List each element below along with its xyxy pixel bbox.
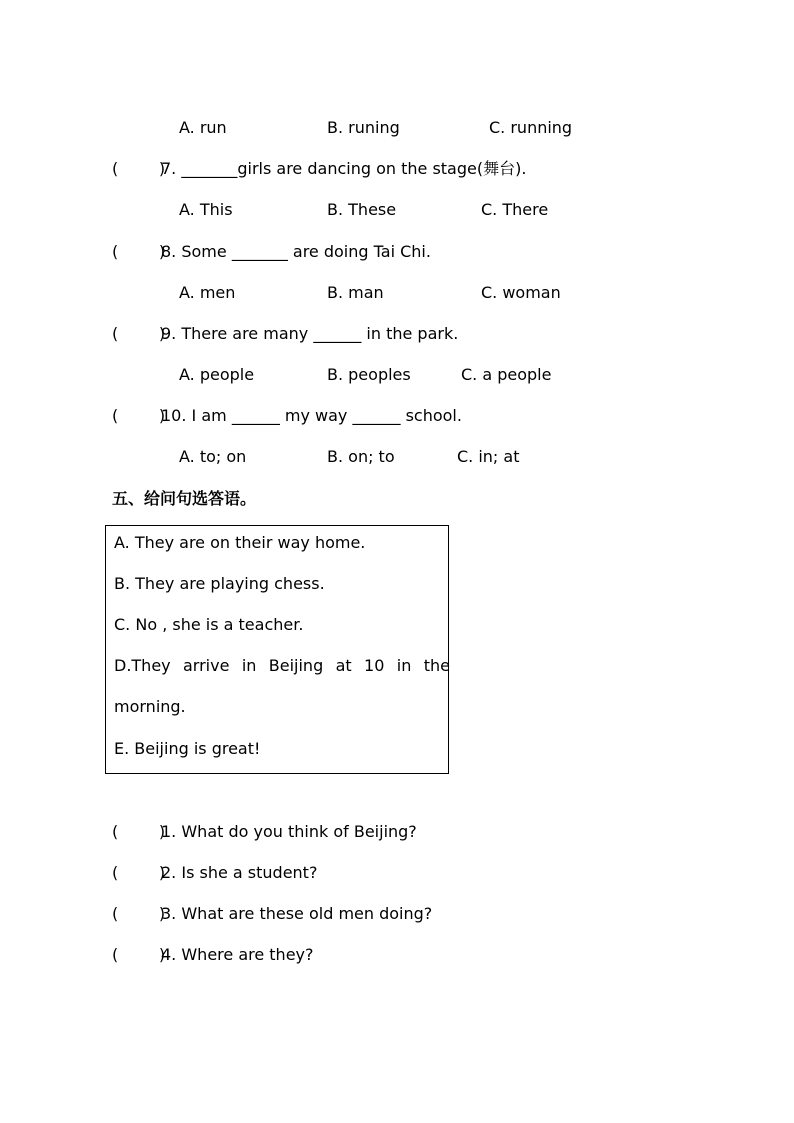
q8-option-c: C. woman (481, 283, 561, 302)
q10-answer-blank[interactable]: ( ) (112, 406, 166, 425)
q10-option-c: C. in; at (457, 447, 520, 466)
q6-option-a: A. run (179, 118, 227, 137)
q9-answer-blank[interactable]: ( ) (112, 324, 166, 343)
s5-q2-answer-blank[interactable]: ( ) (112, 863, 166, 882)
q10-option-a: A. to; on (179, 447, 247, 466)
q6-option-c: C. running (489, 118, 573, 137)
q9-stem: 9. There are many ______ in the park. (161, 324, 459, 343)
s5-q2-text: 2. Is she a student? (161, 863, 318, 882)
s5-q4-answer-blank[interactable]: ( ) (112, 945, 166, 964)
q8-answer-blank[interactable]: ( ) (112, 242, 166, 261)
section5-heading: 五、给问句选答语。 (112, 489, 257, 508)
answer-choice-b: B. They are playing chess. (114, 574, 325, 593)
q8-stem: 8. Some _______ are doing Tai Chi. (161, 242, 431, 261)
q7-stem: 7. _______girls are dancing on the stage(舞台). (161, 159, 527, 178)
q9-option-a: A. people (179, 365, 255, 384)
q7-option-c: C. There (481, 200, 549, 219)
q8-option-b: B. man (327, 283, 384, 302)
q6-option-b: B. runing (327, 118, 400, 137)
answer-choice-e: E. Beijing is great! (114, 739, 261, 758)
q7-answer-blank[interactable]: ( ) (112, 159, 166, 178)
s5-q3-answer-blank[interactable]: ( ) (112, 904, 166, 923)
answer-choices-box (105, 525, 449, 774)
s5-q3-text: 3. What are these old men doing? (161, 904, 433, 923)
q7-option-b: B. These (327, 200, 397, 219)
s5-q1-text: 1. What do you think of Beijing? (161, 822, 417, 841)
answer-choice-a: A. They are on their way home. (114, 533, 366, 552)
q10-option-b: B. on; to (327, 447, 395, 466)
answer-choice-c: C. No , she is a teacher. (114, 615, 304, 634)
q9-option-c: C. a people (461, 365, 552, 384)
q10-stem: 10. I am ______ my way ______ school. (161, 406, 462, 425)
answer-choice-d-continued: morning. (114, 697, 186, 716)
s5-q1-answer-blank[interactable]: ( ) (112, 822, 166, 841)
q9-option-b: B. peoples (327, 365, 411, 384)
q8-option-a: A. men (179, 283, 236, 302)
q7-option-a: A. This (179, 200, 233, 219)
answer-choice-d: D.They arrive in Beijing at 10 in the (114, 656, 450, 675)
s5-q4-text: 4. Where are they? (161, 945, 314, 964)
